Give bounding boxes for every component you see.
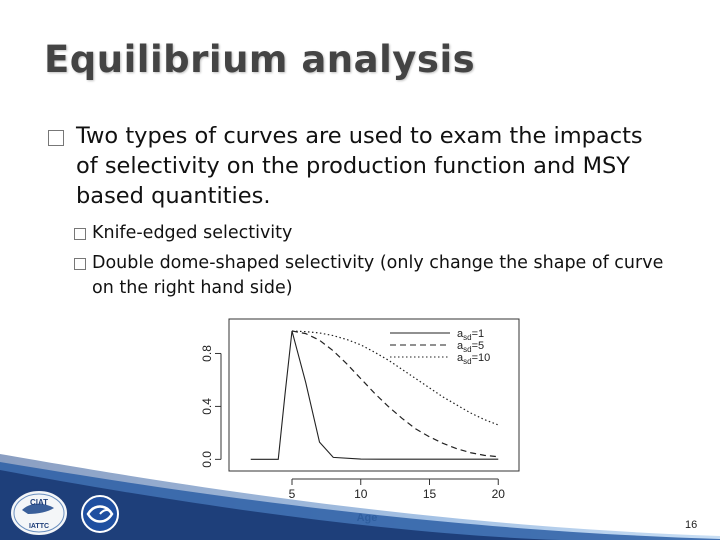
ciat-iattc-logo [8,488,70,538]
sub-bullet-text: Double dome-shaped selectivity (only change the shape of curve on the right hand side) [92,253,664,298]
slide-title: Equilibrium analysis [44,38,476,81]
bullet-box-icon [74,258,86,270]
legend-label: $a_{sd}=5$ [457,340,485,354]
svg-text:IATTC: IATTC [28,523,50,530]
x-tick-label: 15 [422,487,437,501]
x-tick-label: 5 [288,487,296,501]
page-number: 16 [685,519,698,531]
bullet-box-icon [74,228,86,240]
x-tick-label: 20 [491,487,505,501]
y-tick-label: 0.4 [200,398,215,415]
legend-label: $a_{sd}=1$ [457,328,485,342]
bullet-box-icon [48,130,64,146]
x-tick-label: 10 [354,487,368,501]
chart-legend [390,328,490,366]
bullet-text: Two types of curves are used to exam the impacts of selectivity on the production function and MSY based quantities. [76,123,643,209]
sub-bullet-text: Knife-edged selectivity [92,223,293,243]
fish-emblem-logo [80,494,120,534]
legend-label: $a_{sd}=10$ [457,352,491,366]
svg-text:CIAT: CIAT [29,498,49,507]
y-tick-label: 0.8 [200,345,215,362]
y-tick-label: 0.0 [200,451,215,468]
